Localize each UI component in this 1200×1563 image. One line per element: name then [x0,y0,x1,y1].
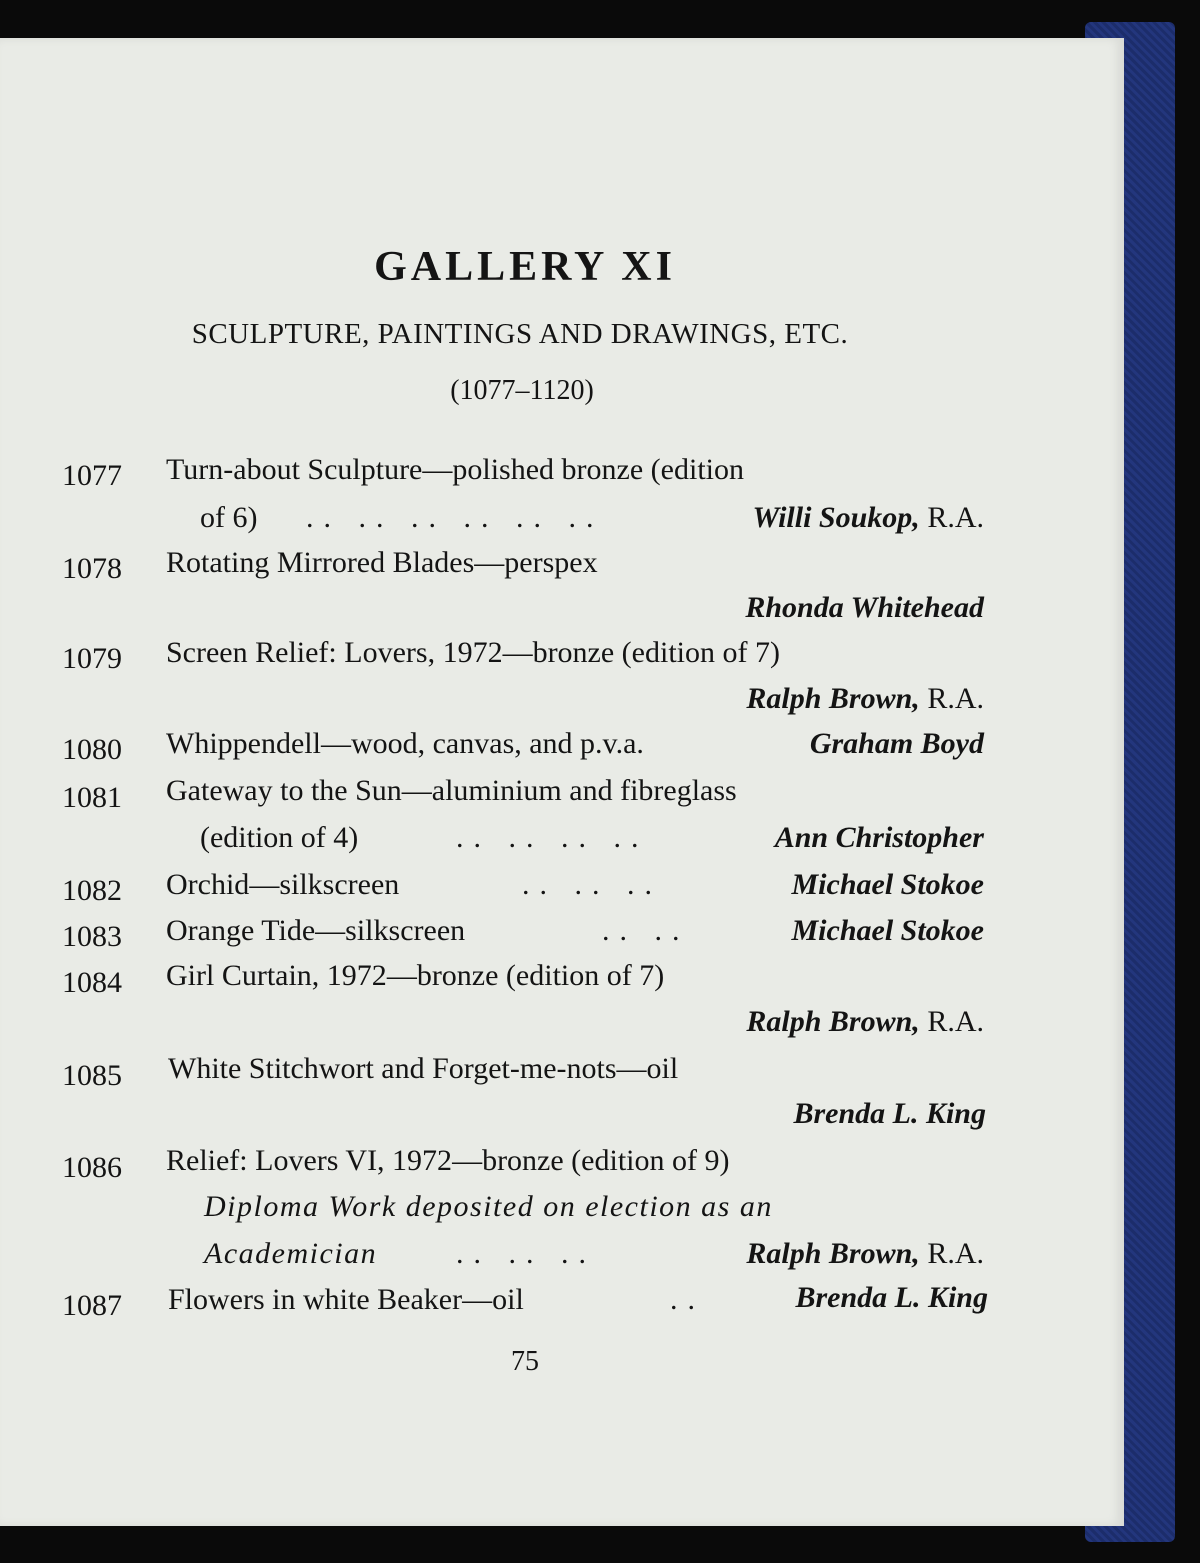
entry-title: Screen Relief: Lovers, 1972 [166,636,503,669]
entry-number: 1080 [62,733,122,766]
entry-line [200,501,257,535]
page-title: GALLERY XI [374,244,676,290]
entry-number: 1086 [62,1151,122,1184]
entry-title: Turn-about Sculpture [166,453,423,486]
leader-dots: .. .. [602,914,690,947]
entry-artist: Graham Boyd [809,727,984,760]
entry-medium: —polished bronze (edition [422,453,744,486]
entry-title: Gateway to the Sun [166,774,402,807]
leader-dots: .. .. .. [456,1237,596,1270]
entry-title: Whippendell [166,727,321,760]
leader-dots: .. .. .. .. .. .. [306,501,604,534]
entry-artist: Michael Stokoe [791,914,984,947]
page-number: 75 [511,1346,539,1377]
entry-number: 1077 [62,459,122,492]
entry-medium: —oil [462,1283,524,1316]
entry-artist: Michael Stokoe [791,868,984,901]
entry-line [166,453,744,487]
catalogue-range: (1077–1120) [450,375,594,406]
entry-artist: Ralph Brown, R.A. [746,682,984,715]
entry-artist: Brenda L. King [793,1097,986,1130]
entry-medium: —silkscreen [315,914,466,947]
entry-note: Diploma Work deposited on election as an [204,1190,773,1223]
entry-medium: —perspex [474,546,598,579]
entry-line [166,914,465,948]
entry-line [166,774,737,808]
entry-medium-continued: (edition of 4) [200,821,359,854]
entry-artist: Ralph Brown, R.A. [746,1005,984,1038]
entry-line [166,959,664,993]
entry-title: Girl Curtain, 1972 [166,959,387,992]
entry-number: 1082 [62,874,122,907]
entry-medium: —aluminium and fibreglass [401,774,737,807]
leader-dots: .. .. .. [522,868,662,901]
entry-line [166,546,598,580]
entry-line [200,821,358,855]
entry-number: 1081 [62,781,122,814]
entry-medium: —silkscreen [249,868,400,901]
entry-line [166,636,780,670]
entry-number: 1079 [62,642,122,675]
entry-note-continued: Academician [204,1237,378,1270]
entry-medium: —bronze (edition of 7) [502,636,780,669]
entry-title: Rotating Mirrored Blades [166,546,475,579]
entry-artist: Willi Soukop, R.A. [752,501,984,534]
entry-number: 1083 [62,920,122,953]
entry-title: Relief: Lovers VI, 1972 [166,1144,453,1177]
entry-medium: —bronze (edition of 7) [386,959,665,992]
entry-title: Orange Tide [166,914,316,947]
entry-line [166,868,399,902]
leader-dots: .. [670,1283,705,1316]
entry-medium: —oil [616,1052,679,1085]
entry-medium: —bronze (edition of 9) [452,1144,730,1177]
entry-artist: Brenda L. King [795,1281,988,1314]
entry-number: 1087 [62,1289,122,1322]
entry-number: 1085 [62,1059,122,1092]
entry-medium-continued: of 6) [200,501,258,534]
book-page [0,38,1124,1526]
leader-dots: .. .. .. .. [456,821,649,854]
entry-line [168,1283,524,1317]
entry-title: White Stitchwort and Forget-me-nots [168,1052,617,1085]
entry-line [168,1052,678,1086]
entry-artist: Ann Christopher [774,821,984,854]
entry-title: Orchid [166,868,250,901]
entry-number: 1078 [62,552,122,585]
entry-line [166,727,644,761]
entry-line [166,1144,729,1178]
entry-artist: Ralph Brown, R.A. [746,1237,984,1270]
entry-number: 1084 [62,966,122,999]
page-subtitle: SCULPTURE, PAINTINGS AND DRAWINGS, ETC. [191,318,849,350]
entry-title: Flowers in white Beaker [168,1283,463,1316]
entry-medium: —wood, canvas, and p.v.a. [320,727,644,760]
entry-artist: Rhonda Whitehead [745,591,984,624]
